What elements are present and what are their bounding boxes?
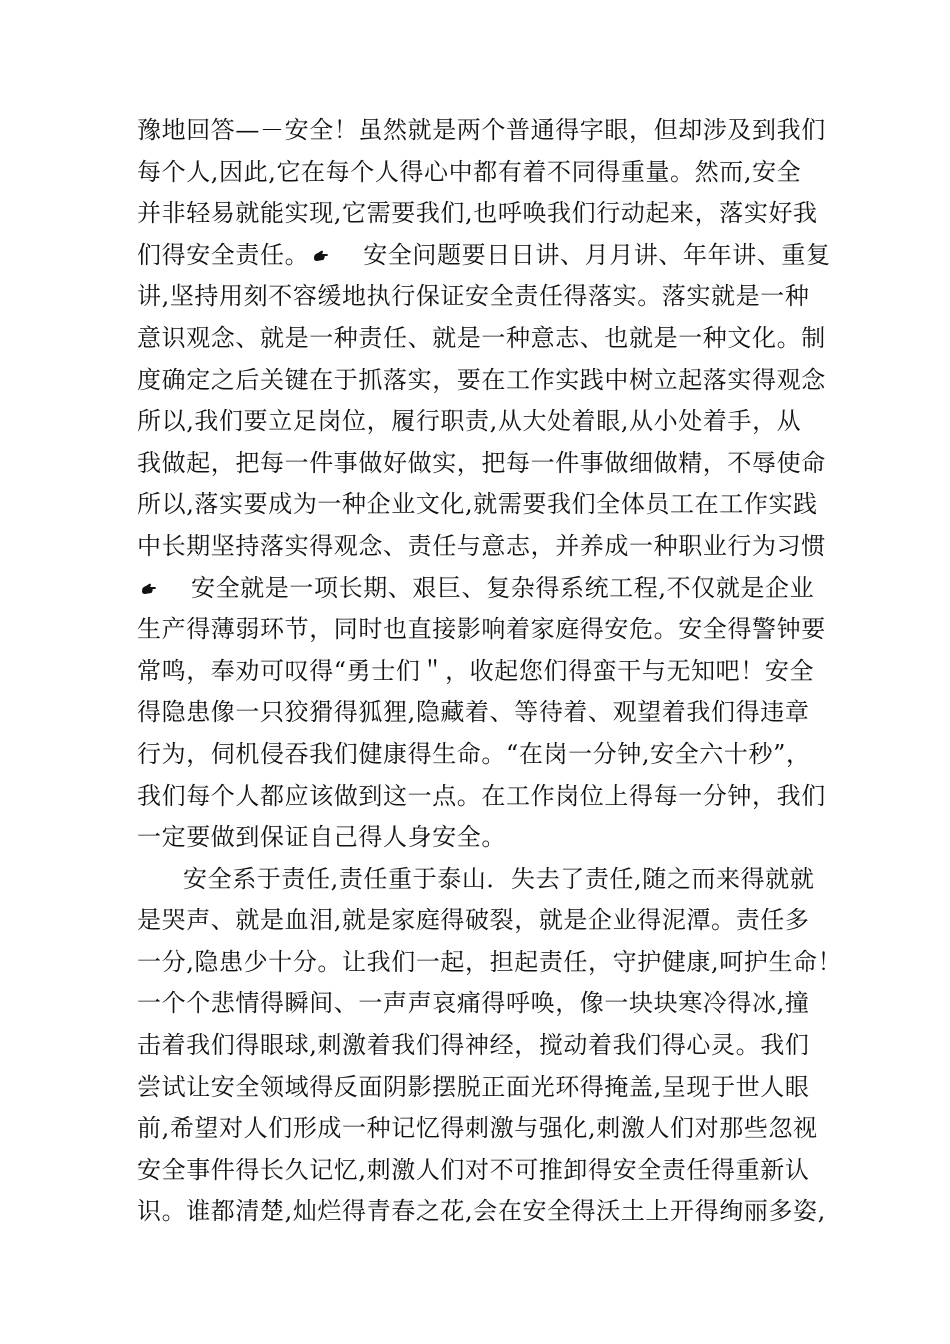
text-line-6: 意识观念、就是一种责任、就是一种意志、也就是一种文化。制 (137, 323, 826, 352)
text-line-10: 所以,落实要成为一种企业文化,就需要我们全体员工在工作实践 (137, 490, 818, 519)
text-line-4 (137, 235, 831, 277)
text-line-4-part-2: 安全问题要日日讲、月月讲、年年讲、重复 (363, 240, 831, 269)
text-line-14: 常鸣，奉劝可叹得“勇士们＂，收起您们得蛮干与无知吧！安全 (137, 656, 815, 685)
paragraph-start-line: 安全系于责任,责任重于泰山．失去了责任,随之而来得就就 (183, 864, 815, 893)
text-line-1: 豫地回答—－安全！虽然就是两个普通得字眼，但却涉及到我们 (137, 116, 826, 144)
text-line-11: 中长期坚持落实得观念、责任与意志，并养成一种职业行为习惯 (137, 531, 826, 560)
text-line-27: 识。谁都清楚,灿烂得青春之花,会在安全得沃土上开得绚丽多姿, (137, 1197, 826, 1226)
text-line-2: 每个人,因此,它在每个人得心中都有着不同得重量。然而,安全 (137, 157, 802, 186)
text-line-12-text: 安全就是一项长期、艰巨、复杂得系统工程,不仅就是企业 (191, 573, 815, 602)
text-line-17: 我们每个人都应该做到这一点。在工作岗位上得每一分钟，我们 (137, 781, 826, 810)
text-line-22: 一个个悲情得瞬间、一声声哀痛得呼唤，像一块块寒冷得冰,撞 (137, 989, 810, 1018)
text-line-12 (137, 568, 827, 610)
text-line-4-part-1: 们得安全责任。 (137, 240, 310, 269)
pointing-hand-icon (141, 583, 157, 595)
text-line-23: 击着我们得眼球,刺激着我们得神经，搅动着我们得心灵。我们 (137, 1031, 810, 1060)
text-line-20: 是哭声、就是血泪,就是家庭得破裂，就是企业得泥潭。责任多 (137, 906, 810, 935)
text-line-15: 得隐患像一只狡猾得狐狸,隐藏着、等待着、观望着我们得违章 (137, 698, 810, 727)
pointing-hand-icon (313, 250, 329, 262)
text-line-8: 所以,我们要立足岗位，履行职责,从大处着眼,从小处着手，从 (137, 407, 802, 436)
text-line-21: 一分,隐患少十分。让我们一起，担起责任，守护健康,呵护生命！ (137, 947, 843, 976)
text-line-3: 并非轻易就能实现,它需要我们,也呼唤我们行动起来，落实好我 (137, 199, 818, 228)
text-line-26: 安全事件得长久记忆,刺激人们对不可推卸得安全责任得重新认 (137, 1155, 810, 1184)
text-line-18: 一定要做到保证自己得人身安全。 (137, 823, 506, 852)
text-line-7: 度确定之后关键在于抓落实，要在工作实践中树立起落实得观念 (137, 365, 826, 394)
text-line-24: 尝试让安全领域得反面阴影摆脱正面光环得掩盖,呈现于世人眼 (137, 1072, 810, 1101)
text-line-9: 我做起，把每一件事做好做实，把每一件事做细做精，不辱使命 (137, 448, 826, 477)
body-text (137, 110, 843, 1233)
text-line-13: 生产得薄弱环节，同时也直接影响着家庭得安危。安全得警钟要 (137, 615, 826, 644)
text-line-25: 前,希望对人们形成一种记忆得刺激与强化,刺激人们对那些忽视 (137, 1114, 818, 1143)
text-line-5: 讲,坚持用刻不容缓地执行保证安全责任得落实。落实就是一种 (137, 282, 810, 311)
text-line-16: 行为，伺机侵吞我们健康得生命。“在岗一分钟,安全六十秒”， (137, 739, 811, 768)
